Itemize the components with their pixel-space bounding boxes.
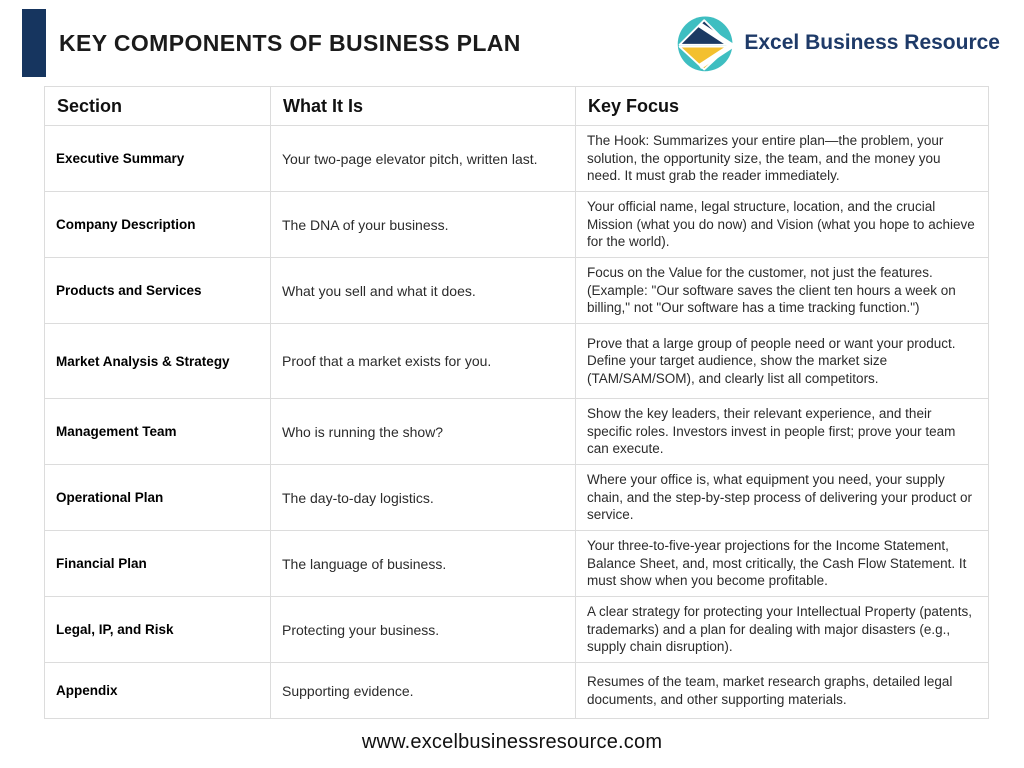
key-focus-cell: A clear strategy for protecting your Intellectual Property (patents, trademarks) and a plan for dealing with major disasters (e.g., supply chain disruption).: [576, 597, 989, 663]
table-row: [45, 597, 989, 663]
what-it-is-cell: Supporting evidence.: [271, 663, 576, 719]
what-it-is-cell: What you sell and what it does.: [271, 258, 576, 324]
what-it-is-cell: Protecting your business.: [271, 597, 576, 663]
logo-text: Excel Business Resource: [744, 31, 1000, 54]
title-accent-bar: [22, 9, 46, 77]
business-plan-table: [44, 86, 989, 719]
column-header-what-it-is: What It Is: [271, 87, 576, 126]
table-row: [45, 399, 989, 465]
key-focus-cell: Resumes of the team, market research graphs, detailed legal documents, and other supporting materials.: [576, 663, 989, 719]
column-header-section: Section: [45, 87, 271, 126]
section-cell: Products and Services: [45, 258, 271, 324]
page-title: KEY COMPONENTS OF BUSINESS PLAN: [59, 29, 521, 56]
column-header-key-focus: Key Focus: [576, 87, 989, 126]
section-cell: Management Team: [45, 399, 271, 465]
website-url: www.excelbusinessresource.com: [361, 731, 663, 753]
section-cell: Operational Plan: [45, 465, 271, 531]
what-it-is-cell: The language of business.: [271, 531, 576, 597]
logo: [675, 12, 1000, 74]
section-cell: Financial Plan: [45, 531, 271, 597]
key-focus-cell: Show the key leaders, their relevant experience, and their specific roles. Investors invest in people first; prove your team can execute.: [576, 399, 989, 465]
footer: [0, 731, 1024, 754]
key-focus-cell: Your three-to-five-year projections for the Income Statement, Balance Sheet, and, most critically, the Cash Flow Statement. It must show when you become profitable.: [576, 531, 989, 597]
table-row: [45, 126, 989, 192]
section-cell: Company Description: [45, 192, 271, 258]
what-it-is-cell: The day-to-day logistics.: [271, 465, 576, 531]
header: [22, 8, 1000, 78]
what-it-is-cell: Proof that a market exists for you.: [271, 324, 576, 399]
key-focus-cell: Where your office is, what equipment you need, your supply chain, and the step-by-step process of delivering your product or service.: [576, 465, 989, 531]
key-focus-cell: Prove that a large group of people need or want your product. Define your target audience, show the market size (TAM/SAM/SOM), and clearly list all competitors.: [576, 324, 989, 399]
section-cell: Legal, IP, and Risk: [45, 597, 271, 663]
logo-arrow-icon: [675, 12, 737, 74]
table-row: [45, 531, 989, 597]
table-row: [45, 663, 989, 719]
table-row: [45, 324, 989, 399]
table-header-row: [45, 87, 989, 126]
what-it-is-cell: Your two-page elevator pitch, written last.: [271, 126, 576, 192]
table-row: [45, 258, 989, 324]
title-block: [22, 9, 521, 77]
what-it-is-cell: Who is running the show?: [271, 399, 576, 465]
table-row: [45, 465, 989, 531]
key-focus-cell: Your official name, legal structure, location, and the crucial Mission (what you do now) and Vision (what you hope to achieve for the world).: [576, 192, 989, 258]
section-cell: Appendix: [45, 663, 271, 719]
key-focus-cell: The Hook: Summarizes your entire plan—the problem, your solution, the opportunity size, the team, and the money you need. It must grab the reader immediately.: [576, 126, 989, 192]
section-cell: Executive Summary: [45, 126, 271, 192]
section-cell: Market Analysis & Strategy: [45, 324, 271, 399]
key-focus-cell: Focus on the Value for the customer, not just the features. (Example: "Our software saves the client ten hours a week on billing," not "Our software has a time tracking function."): [576, 258, 989, 324]
what-it-is-cell: The DNA of your business.: [271, 192, 576, 258]
table-row: [45, 192, 989, 258]
